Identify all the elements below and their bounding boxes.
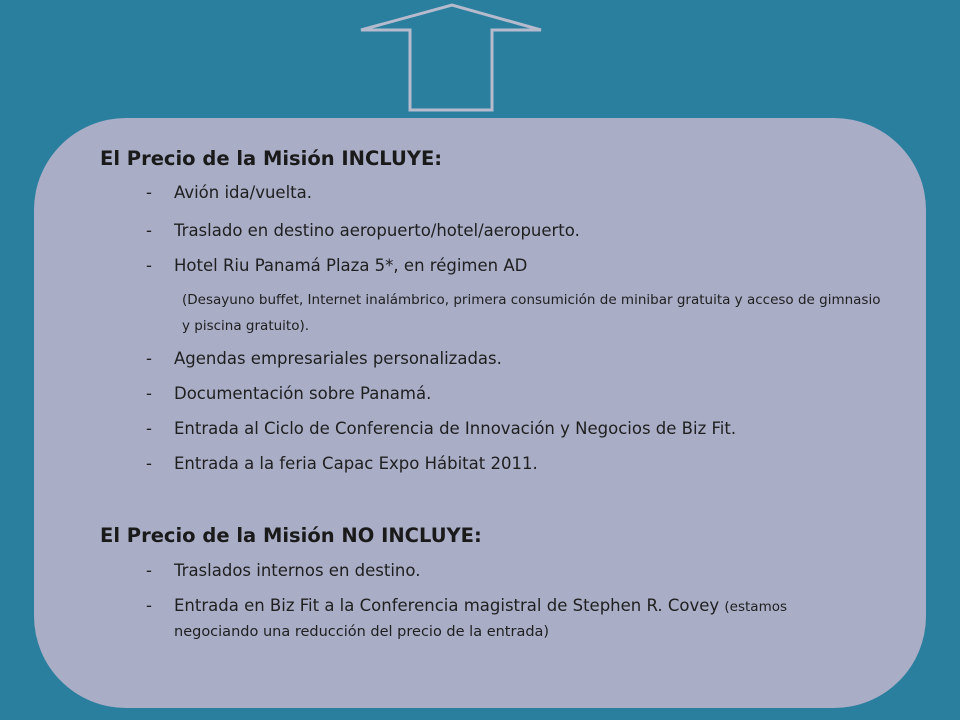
item-text: Agendas empresariales personalizadas. bbox=[174, 349, 502, 368]
bullet-dash: - bbox=[146, 256, 152, 275]
item-text: Hotel Riu Panamá Plaza 5*, en régimen AD bbox=[174, 256, 528, 275]
bullet-dash: - bbox=[146, 596, 152, 615]
bullet-dash: - bbox=[146, 561, 152, 580]
excludes-heading: El Precio de la Misión NO INCLUYE: bbox=[100, 524, 482, 547]
content-panel bbox=[34, 118, 926, 708]
bullet-dash: - bbox=[146, 349, 152, 368]
includes-item-fair bbox=[146, 454, 538, 473]
hotel-note: (Desayuno buffet, Internet inalámbrico, primera consumición de minibar gratuita y acceso de gimnasio y piscina gratuito). bbox=[182, 292, 881, 334]
includes-item-agendas bbox=[146, 349, 502, 368]
includes-heading: El Precio de la Misión INCLUYE: bbox=[100, 147, 443, 170]
item-text: Avión ida/vuelta. bbox=[174, 183, 312, 202]
item-text: Documentación sobre Panamá. bbox=[174, 384, 432, 403]
bullet-dash: - bbox=[146, 384, 152, 403]
excludes-item-continuation: negociando una reducción del precio de la entrada) bbox=[174, 624, 550, 640]
includes-item-conference bbox=[146, 419, 736, 438]
item-text: Traslado en destino aeropuerto/hotel/aeropuerto. bbox=[174, 221, 580, 240]
item-text: Entrada en Biz Fit a la Conferencia magistral de Stephen R. Covey bbox=[174, 596, 720, 615]
up-arrow-icon bbox=[355, 2, 545, 112]
bullet-dash: - bbox=[146, 221, 152, 240]
excludes-item-covey-conference bbox=[146, 596, 787, 615]
includes-item-transfer bbox=[146, 221, 580, 240]
item-suffix: (estamos bbox=[724, 599, 788, 615]
includes-item-hotel bbox=[146, 256, 527, 275]
includes-item-flight bbox=[146, 183, 312, 202]
bullet-dash: - bbox=[146, 419, 152, 438]
item-text: Traslados internos en destino. bbox=[174, 561, 421, 580]
item-text: Entrada a la feria Capac Expo Hábitat 2011. bbox=[174, 454, 538, 473]
includes-item-documentation bbox=[146, 384, 431, 403]
bullet-dash: - bbox=[146, 454, 152, 473]
item-text: Entrada al Ciclo de Conferencia de Innovación y Negocios de Biz Fit. bbox=[174, 419, 737, 438]
excludes-item-internal-transfers bbox=[146, 561, 420, 580]
bullet-dash: - bbox=[146, 183, 152, 202]
